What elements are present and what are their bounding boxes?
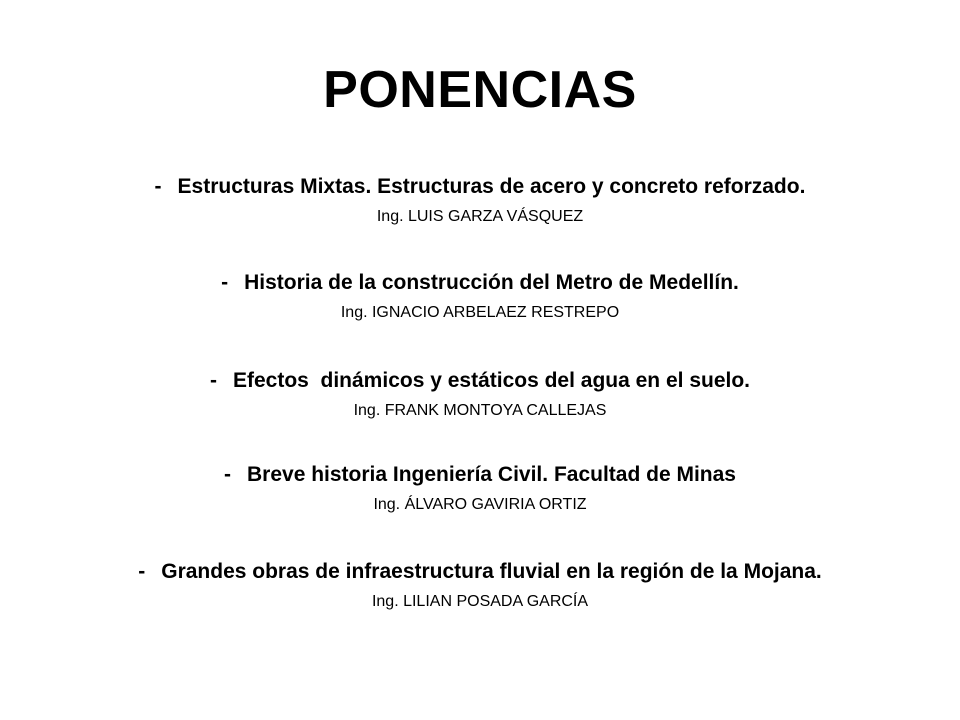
- talk-speaker: Ing. LILIAN POSADA GARCÍA: [371, 593, 589, 610]
- talk-item: [0, 558, 960, 614]
- bullet-dash: -: [224, 463, 231, 486]
- talk-speaker: Ing. IGNACIO ARBELAEZ RESTREPO: [340, 304, 620, 321]
- talk-title-line: [0, 558, 960, 586]
- talk-title-line: [0, 367, 960, 395]
- talk-speaker: Ing. FRANK MONTOYA CALLEJAS: [353, 402, 607, 419]
- bullet-dash: -: [221, 271, 229, 294]
- talk-title-line: [0, 269, 960, 297]
- talk-speaker: Ing. LUIS GARZA VÁSQUEZ: [376, 208, 584, 225]
- bullet-dash: -: [138, 560, 146, 583]
- talk-title: Grandes obras de infraestructura fluvial en la región de la Mojana.: [161, 560, 822, 583]
- talk-item: [0, 461, 960, 517]
- bullet-dash: -: [209, 369, 217, 392]
- bullet-dash: -: [154, 175, 162, 198]
- page-title: PONENCIAS: [323, 61, 637, 119]
- talk-item: [0, 269, 960, 325]
- talk-item: [0, 173, 960, 229]
- talk-title: Breve historia Ingeniería Civil. Facultad de Minas: [247, 463, 736, 486]
- talk-title: Historia de la construcción del Metro de Medellín.: [244, 271, 739, 294]
- talk-title-line: [0, 461, 960, 489]
- talk-title: Efectos dinámicos y estáticos del agua en el suelo.: [232, 369, 750, 392]
- talk-item: [0, 367, 960, 423]
- talk-title: Estructuras Mixtas. Estructuras de acero y concreto reforzado.: [177, 175, 806, 198]
- talk-title-line: [0, 173, 960, 201]
- talk-speaker: Ing. ÁLVARO GAVIRIA ORTIZ: [373, 496, 587, 513]
